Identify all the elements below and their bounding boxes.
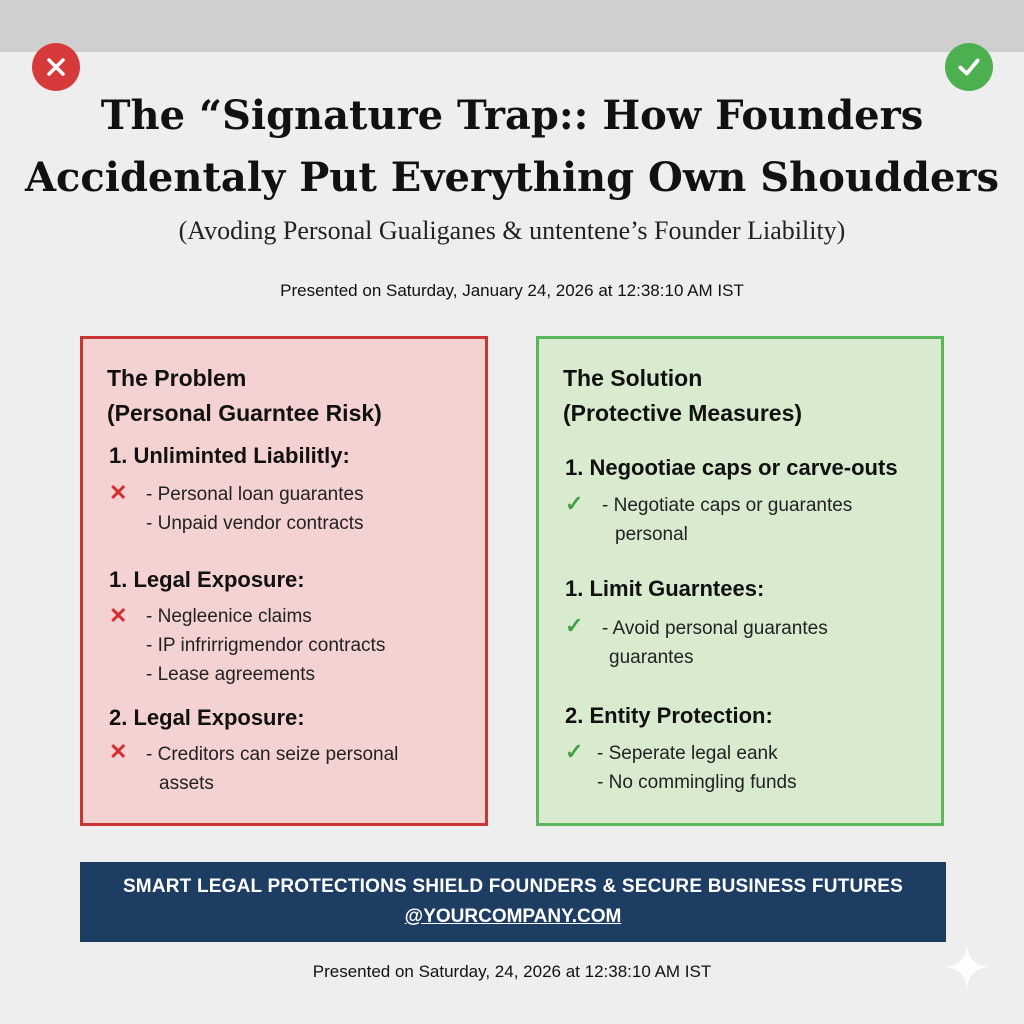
cross-icon: ✕ [109, 739, 128, 764]
solution-item: - No commingling funds [597, 772, 797, 793]
solution-card [536, 336, 944, 826]
problem-heading: The Problem [107, 365, 247, 391]
problem-item: - Unpaid vendor contracts [146, 513, 364, 534]
cross-icon: ✕ [109, 603, 128, 628]
problem-section-title: 2. Legal Exposure: [109, 705, 305, 730]
page-subtitle: (Avoding Personal Gualiganes & untentene’s Founder Liability) [178, 216, 846, 245]
problem-item: - Creditors can seize personal [146, 744, 399, 765]
solution-item: - Seperate legal eank [597, 743, 778, 764]
check-circle-icon [945, 43, 993, 91]
banner-tagline: SMART LEGAL PROTECTIONS SHIELD FOUNDERS & SECURE BUSINESS FUTURES [122, 876, 904, 897]
solution-item: - Avoid personal guarantes [602, 618, 828, 639]
presented-date-top: Presented on Saturday, January 24, 2026 at 12:38:10 AM IST [280, 281, 744, 300]
presented-date-bottom: Presented on Saturday, 24, 2026 at 12:38:10 AM IST [312, 962, 712, 981]
cross-icon: ✕ [109, 480, 128, 505]
company-link[interactable]: @YOURCOMPANY.COM [404, 906, 622, 927]
problem-card [80, 336, 488, 826]
x-circle-icon [32, 43, 80, 91]
footer-banner [80, 862, 946, 942]
solution-section-title: 1. Negootiae caps or carve-outs [565, 455, 898, 480]
problem-section-title: 1. Unliminted Liabilitly: [109, 443, 350, 468]
solution-item: - Negotiate caps or guarantes [602, 495, 853, 516]
top-bar [0, 0, 1024, 52]
page-title-line2: Accidentaly Put Everything Own Shoudders [25, 154, 999, 201]
problem-subheading: (Personal Guarntee Risk) [107, 400, 382, 426]
page-title-line1: The “Signature Trap:: How Founders [100, 92, 924, 139]
solution-heading: The Solution [563, 365, 703, 391]
solution-section-title: 1. Limit Guarntees: [565, 576, 765, 601]
solution-item: guarantes [609, 647, 694, 668]
checkmark-icon: ✓ [565, 739, 584, 764]
problem-item: - IP infrirrigmendor contracts [146, 635, 386, 656]
checkmark-icon: ✓ [565, 613, 584, 638]
problem-section-title: 1. Legal Exposure: [109, 567, 305, 592]
solution-subheading: (Protective Measures) [563, 400, 803, 426]
solution-section-title: 2. Entity Protection: [565, 703, 773, 728]
problem-item: assets [159, 773, 214, 794]
sparkle-icon [944, 944, 990, 995]
problem-item: - Personal loan guarantes [146, 484, 364, 505]
problem-item: - Lease agreements [146, 664, 315, 685]
problem-item: - Negleenice claims [146, 606, 312, 627]
checkmark-icon: ✓ [565, 491, 584, 516]
solution-item: personal [615, 524, 688, 545]
